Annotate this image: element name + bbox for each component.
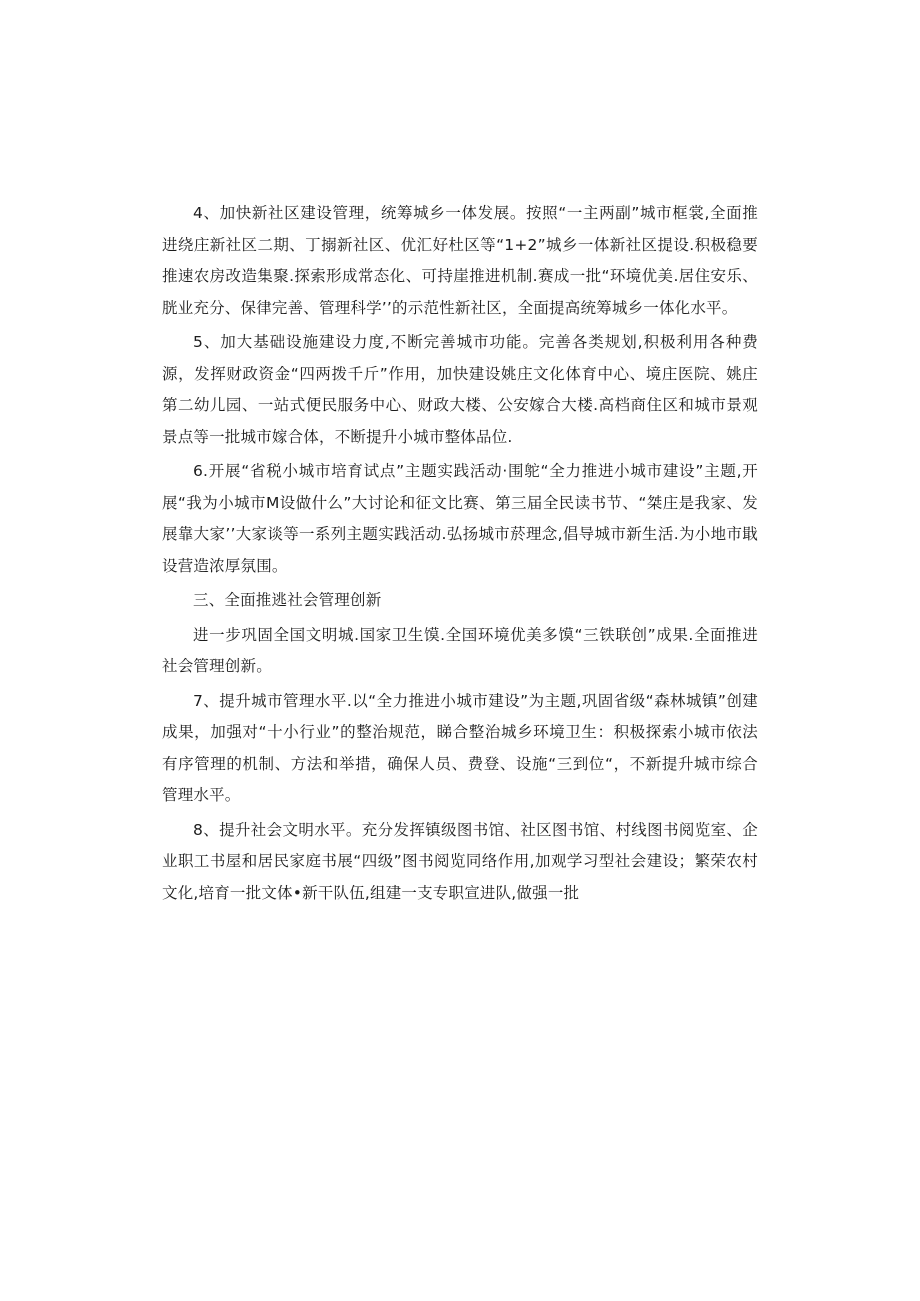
paragraph-item-4-new-community: 4、加快新社区建设管理，统筹城乡一体发展。按照“一主两副”城市框裳,全面推进绕庄新社区二期、丁搦新社区、优汇好杜区等“1+2”城乡一体新社区提设.积极稳要推速农房改造集聚.探索形成常态化、可持崖推进机制.赛成一批“环境优美.居住安乐、胱业充分、保律完善、管理科学’’的示范性新社区，全面提高统筹城乡一体化水平。: [162, 204, 758, 317]
paragraph-item-7-city-management: 7、提升城市管理水平.以“全力推进小城市建设”为主题,巩固省级“森林城镇”创建成果，加强对“十小行业”的整治规范，睇合整治城乡环境卫生：积极探索小城市依法有序管理的机制、方法和举措，确保人员、费登、设施“三到位“，不新提升城市综合管理水平。: [162, 691, 758, 804]
paragraph-item-8-social-civilization: 8、提升社会文明水平。充分发挥镇级图书馆、社区图书馆、村线图书阅览室、企业职工书屋和居民家庭书展“四级”图书阅览同络作用,加观学习型社会建设；繁荣农村文化,培育一批文体•新干队伍,组建一支专职宣进队,做强一批: [162, 820, 758, 902]
paragraph-item-5-infrastructure: 5、加大基础设施建设力度,不断完善城市功能。完善各类规划,积极利用各种费源，发挥财政资金“四两拨千斤”作用，加快建设姚庄文化体育中心、境庄医院、姚庄第二幼儿园、一站式便民服务中心、财政大楼、公安嫁合大楼.高档商住区和城市景观景点等一批城市嫁合体，不断提升小城市整体品位.: [162, 333, 758, 446]
paragraph-item-6-campaign: 6.开展“省税小城市培育试点”主题实践活动·围鸵“全力推进小城市建设”主题,开展“我为小城市M设做什么”大讨论和征文比赛、第三届全民读书节、“桀庄是我家、发展靠大家’’大家谈等一系列主题实践活动.弘扬城市菸理念,倡导城市新生活.为小地市戢设营造浓厚氛围。: [162, 462, 758, 575]
paragraph-section-intro: 进一步巩固全国文明城.国家卫生馍.全国环境优美多馍“三铁联创”成果.全面推进社会管理创新。: [162, 625, 758, 675]
section-heading-social-management: 三、全面推逃社会管理创新: [193, 591, 382, 609]
document-body: [162, 198, 758, 912]
